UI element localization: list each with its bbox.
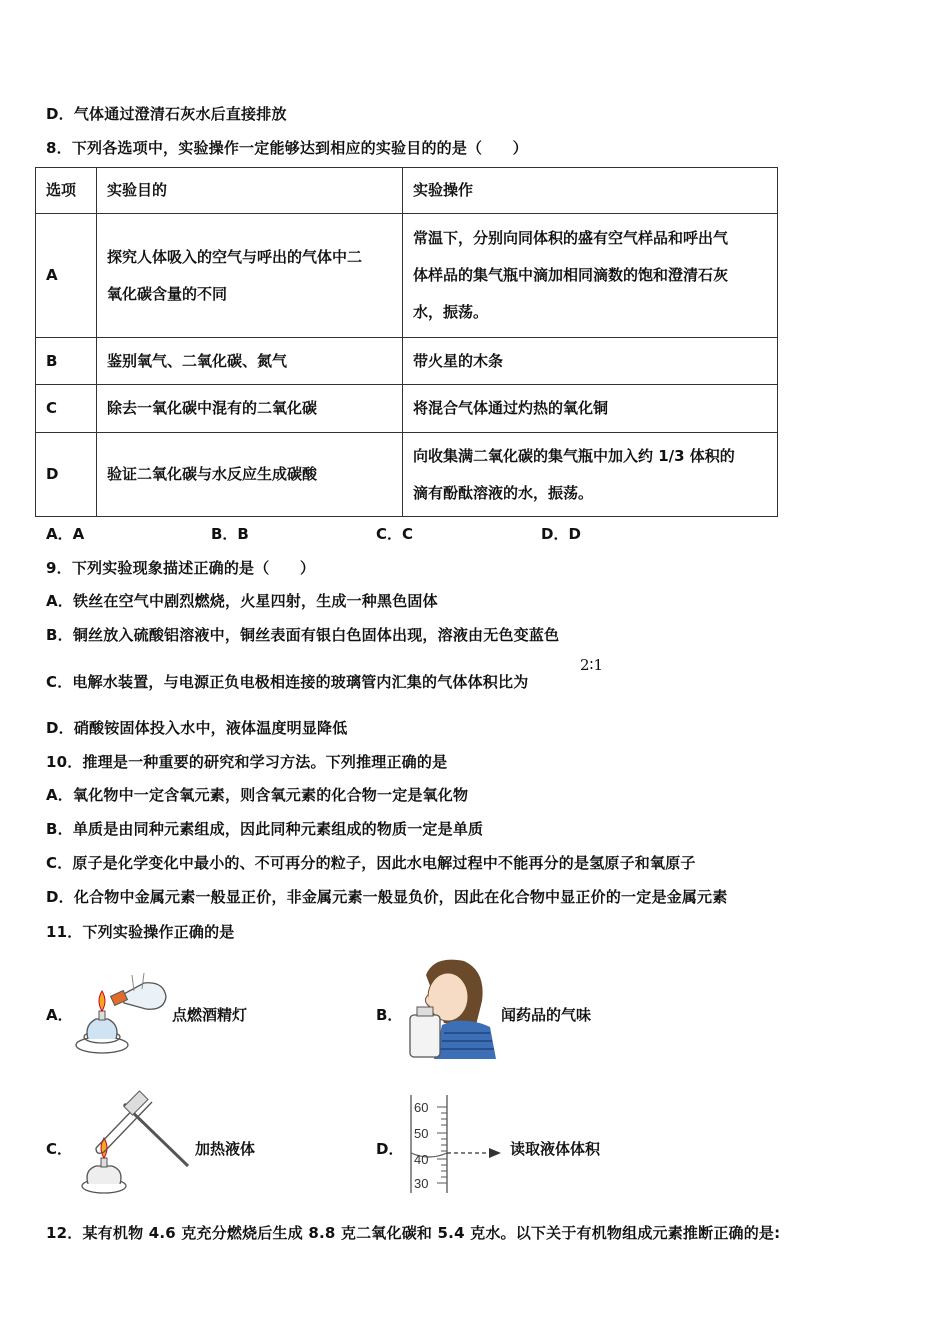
row-operation: 带火星的木条 bbox=[403, 338, 778, 385]
q11-option-a-letter[interactable]: A． bbox=[46, 1006, 73, 1024]
row-goal: 除去一氧化碳中混有的二氧化碳 bbox=[97, 385, 403, 433]
row-goal: 鉴别氧气、二氧化碳、氮气 bbox=[97, 338, 403, 385]
graduated-cylinder-illustration bbox=[405, 1093, 510, 1198]
row-option: C bbox=[36, 385, 97, 433]
q8-choice-b[interactable]: B．B bbox=[211, 525, 249, 543]
q9-option-a: A．铁丝在空气中剧烈燃烧，火星四射，生成一种黑色固体 bbox=[46, 592, 438, 610]
table-row bbox=[36, 385, 778, 433]
table-header-row bbox=[36, 168, 778, 214]
header-goal: 实验目的 bbox=[97, 168, 403, 214]
q9-option-d: D．硝酸铵固体投入水中，液体温度明显降低 bbox=[46, 719, 348, 737]
row-option: B bbox=[36, 338, 97, 385]
q10-option-d: D．化合物中金属元素一般显正价，非金属元素一般显负价，因此在化合物中显正价的一定是金属元素 bbox=[46, 888, 728, 906]
q8-choice-c[interactable]: C．C bbox=[376, 525, 414, 543]
row-goal: 验证二氧化碳与水反应生成碳酸 bbox=[97, 433, 403, 517]
tick-60: 60 bbox=[414, 1100, 429, 1115]
q10-stem: 10．推理是一种重要的研究和学习方法。下列推理正确的是 bbox=[46, 753, 448, 771]
q8-table bbox=[35, 167, 778, 517]
q8-stem: 8．下列各选项中，实验操作一定能够达到相应的实验目的的是（ ） bbox=[46, 139, 528, 157]
q9-option-b: B．铜丝放入硫酸铝溶液中，铜丝表面有银白色固体出现，溶液由无色变蓝色 bbox=[46, 626, 560, 644]
q10-option-b: B．单质是由同种元素组成，因此同种元素组成的物质一定是单质 bbox=[46, 820, 484, 838]
smelling-chemical-illustration bbox=[404, 955, 499, 1060]
row-option: D bbox=[36, 433, 97, 517]
tick-30: 30 bbox=[414, 1176, 429, 1191]
q11-option-b-text: 闻药品的气味 bbox=[501, 1006, 592, 1024]
row-goal: 探究人体吸入的空气与呼出的气体中二 氧化碳含量的不同 bbox=[97, 214, 403, 338]
q9-option-c: C．电解水装置，与电源正负电极相连接的玻璃管内汇集的气体体积比为 bbox=[46, 673, 529, 691]
q12-stem: 12．某有机物 4.6 克充分燃烧后生成 8.8 克二氧化碳和 5.4 克水。以下关于有机物组成元素推断正确的是: bbox=[46, 1224, 781, 1242]
row-option: A bbox=[36, 214, 97, 338]
q11-option-a-text: 点燃酒精灯 bbox=[172, 1006, 248, 1024]
q8-choice-a[interactable]: A．A bbox=[46, 525, 85, 543]
q11-option-b-letter[interactable]: B． bbox=[376, 1006, 403, 1024]
header-option: 选项 bbox=[36, 168, 97, 214]
row-operation: 常温下，分别向同体积的盛有空气样品和呼出气 体样品的集气瓶中滴加相同滴数的饱和澄清石灰 水，振荡。 bbox=[403, 214, 778, 338]
q11-stem: 11．下列实验操作正确的是 bbox=[46, 923, 235, 941]
table-row bbox=[36, 433, 778, 517]
q9-stem: 9．下列实验现象描述正确的是（ ） bbox=[46, 559, 316, 577]
row-operation: 向收集满二氧化碳的集气瓶中加入约 1/3 体积的 滴有酚酞溶液的水，振荡。 bbox=[403, 433, 778, 517]
q10-option-a: A．氧化物中一定含氧元素，则含氧元素的化合物一定是氧化物 bbox=[46, 786, 469, 804]
q9-ratio: 2∶1 bbox=[580, 656, 603, 674]
q11-option-d-letter[interactable]: D． bbox=[376, 1140, 404, 1158]
table-row bbox=[36, 338, 778, 385]
row-operation: 将混合气体通过灼热的氧化铜 bbox=[403, 385, 778, 433]
header-operation: 实验操作 bbox=[403, 168, 778, 214]
tick-50: 50 bbox=[414, 1126, 429, 1141]
alcohol-lamp-lighting-illustration bbox=[72, 965, 172, 1060]
q10-option-c: C．原子是化学变化中最小的、不可再分的粒子，因此水电解过程中不能再分的是氢原子和氧原子 bbox=[46, 854, 696, 872]
q11-option-c-text: 加热液体 bbox=[195, 1140, 256, 1158]
heating-liquid-illustration bbox=[74, 1088, 194, 1198]
q8-choice-d[interactable]: D．D bbox=[541, 525, 581, 543]
table-row bbox=[36, 214, 778, 338]
q7-option-d: D．气体通过澄清石灰水后直接排放 bbox=[46, 105, 287, 123]
tick-40: 40 bbox=[414, 1152, 429, 1167]
q11-option-d-text: 读取液体体积 bbox=[510, 1140, 601, 1158]
q11-option-c-letter[interactable]: C． bbox=[46, 1140, 73, 1158]
